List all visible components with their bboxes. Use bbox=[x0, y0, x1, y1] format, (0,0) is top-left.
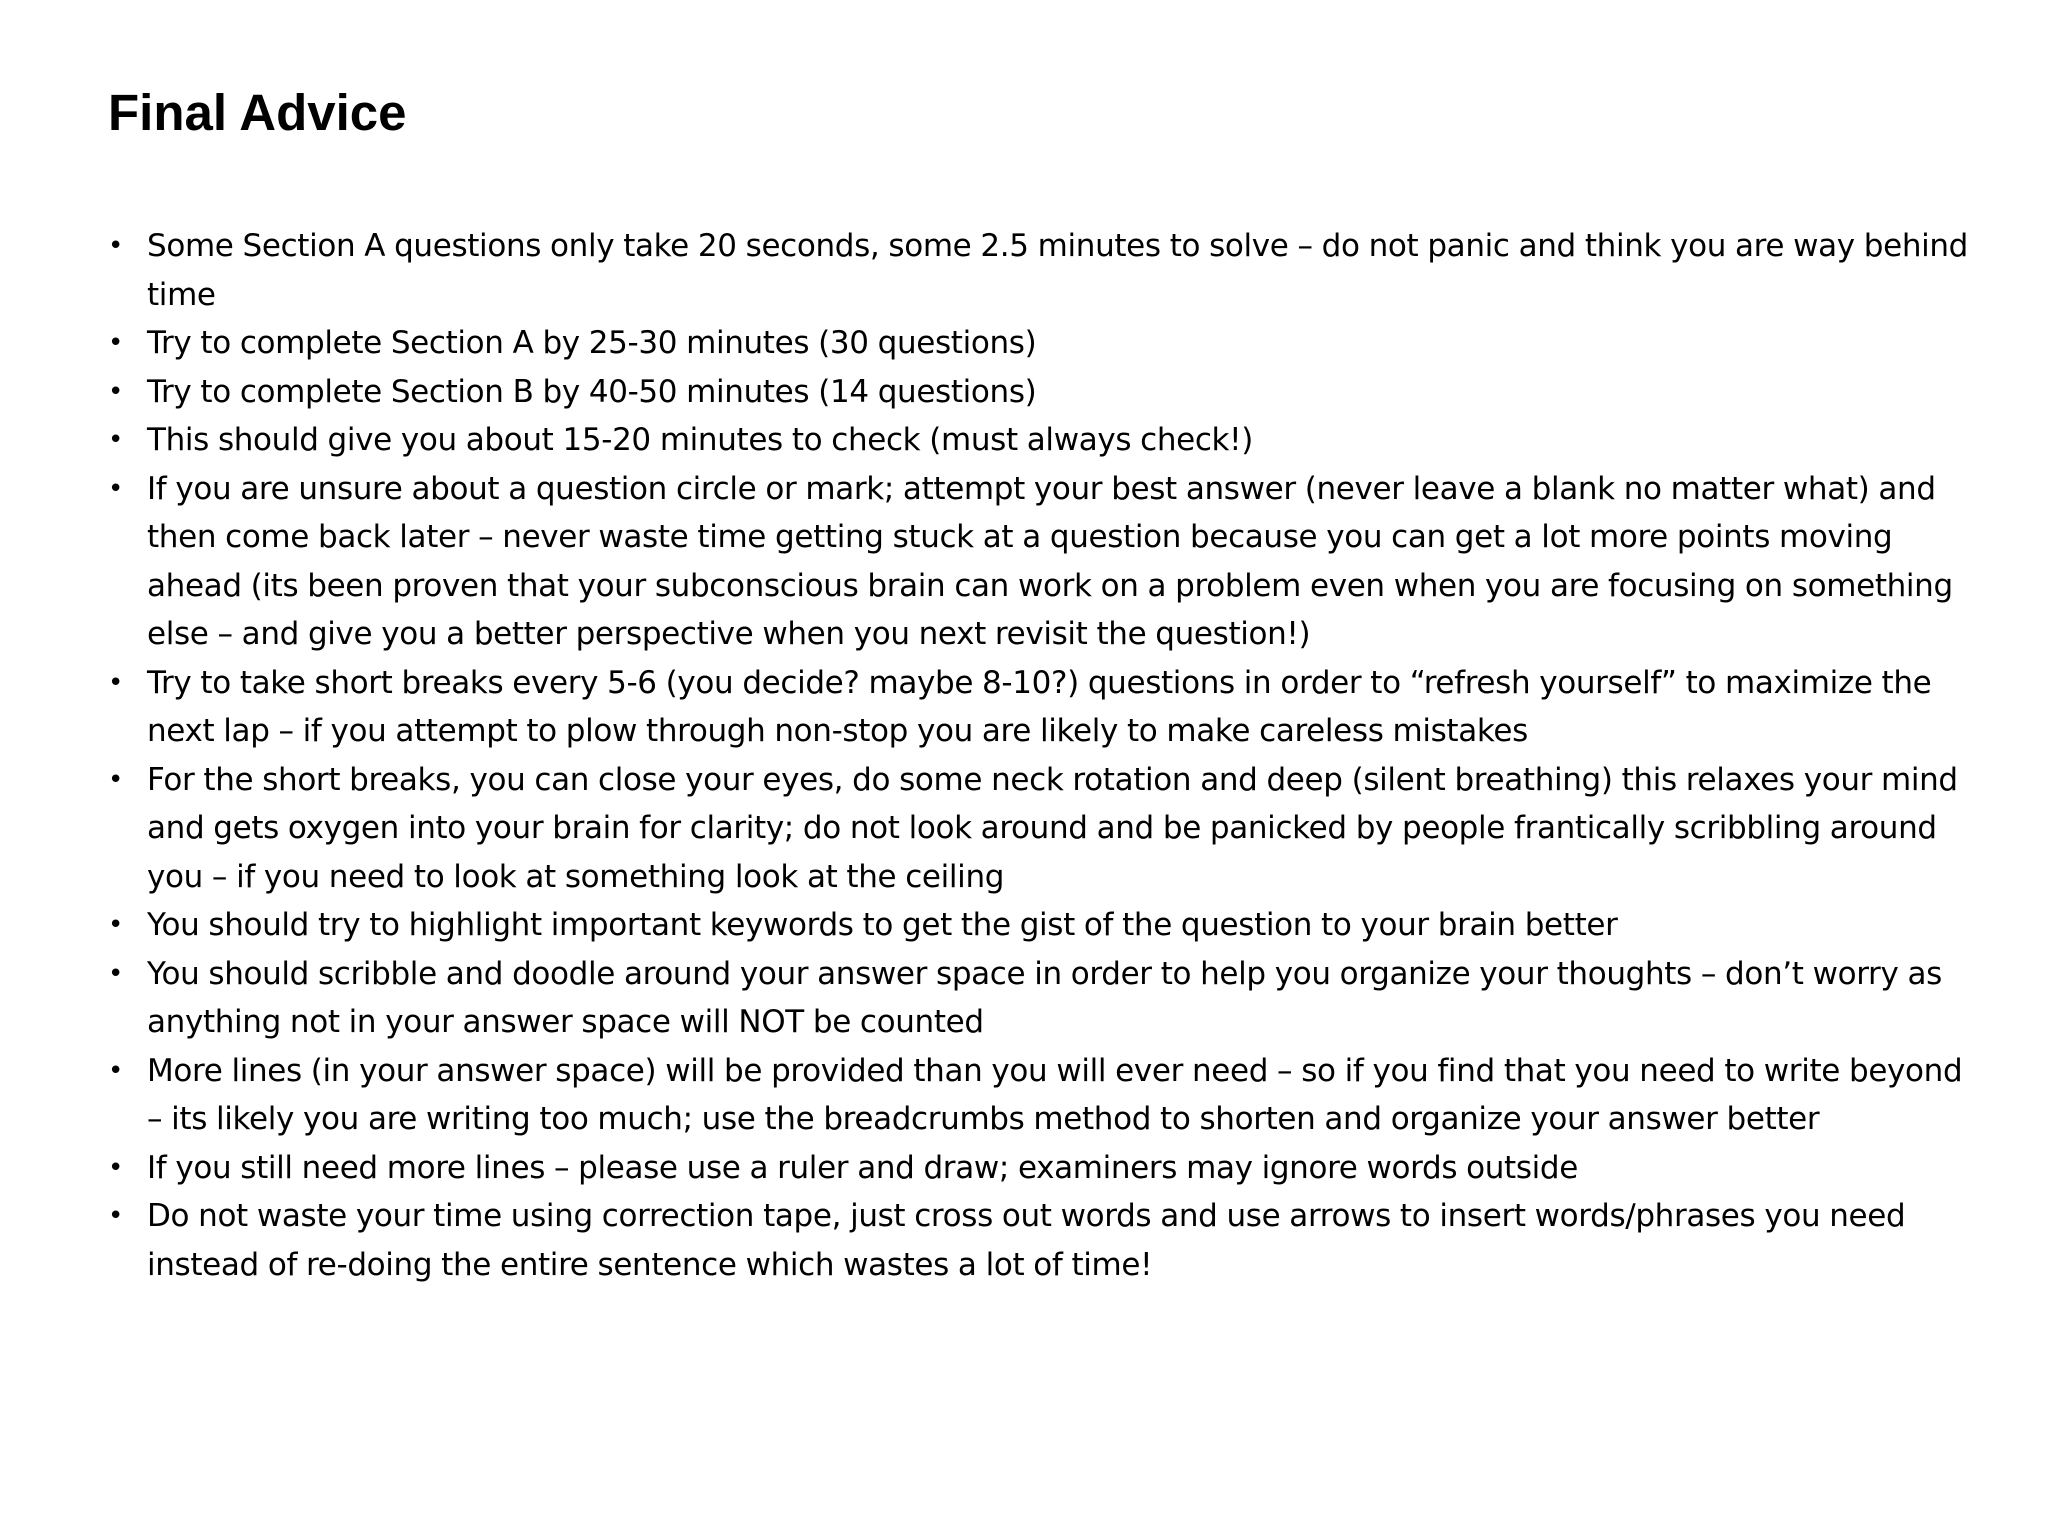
bullet-dot: • bbox=[108, 328, 124, 358]
bullet-item bbox=[108, 1144, 1978, 1193]
bullet-item bbox=[108, 950, 1978, 1047]
bullet-dot: • bbox=[108, 231, 124, 261]
bullet-item bbox=[108, 1047, 1978, 1144]
bullet-dot: • bbox=[108, 425, 124, 455]
bullet-text: Try to complete Section B by 40-50 minutes (14 questions) bbox=[147, 373, 1037, 410]
bullet-dot: • bbox=[108, 1152, 124, 1183]
bullet-text: If you still need more lines – please use a ruler and draw; examiners may ignore words outside bbox=[147, 1149, 1578, 1186]
bullet-text: Some Section A questions only take 20 seconds, some 2.5 minutes to solve – do not panic and think you are way behind time bbox=[147, 228, 1969, 313]
bullet-dot: • bbox=[108, 910, 124, 940]
bullet-item bbox=[108, 416, 1978, 465]
bullet-item bbox=[108, 465, 1978, 659]
bullet-text: Try to complete Section A by 25-30 minutes (30 questions) bbox=[147, 325, 1037, 361]
bullet-item bbox=[108, 1192, 1978, 1289]
bullet-dot: • bbox=[108, 376, 124, 407]
bullet-text: If you are unsure about a question circle or mark; attempt your best answer (never leave a blank no matter what) and then come back later – never waste time getting stuck at a question because you can get a lot more points moving ahead (its been proven that your subconscious brain can work on a problem even when you are focusing on something else – and give you a better perspective when you next revisit the question!) bbox=[147, 470, 1953, 652]
bullet-text: More lines (in your answer space) will be provided than you will ever need – so if you find that you need to write beyond – its likely you are writing too much; use the breadcrumbs method to shorten and organize your answer better bbox=[147, 1052, 1963, 1137]
bullet-text: For the short breaks, you can close your eyes, do some neck rotation and deep (silent breathing) this relaxes your mind and gets oxygen into your brain for clarity; do not look around and be panicked by people frantically scribbling around you – if you need to look at something look at the ceiling bbox=[147, 761, 1958, 895]
bullet-item bbox=[108, 319, 1978, 368]
bullet-text: This should give you about 15-20 minutes to check (must always check!) bbox=[147, 422, 1253, 458]
bullet-dot: • bbox=[108, 1055, 124, 1086]
bullet-dot: • bbox=[108, 667, 124, 698]
bullet-text: Do not waste your time using correction tape, just cross out words and use arrows to insert words/phrases you need instead of re-doing the entire sentence which wastes a lot of time! bbox=[147, 1198, 1906, 1283]
bullet-item bbox=[108, 222, 1978, 319]
bullet-text: Try to take short breaks every 5-6 (you decide? maybe 8-10?) questions in order to “refresh yourself” to maximize the next lap – if you attempt to plow through non-stop you are likely to make careless mistakes bbox=[147, 664, 1932, 749]
bullet-dot: • bbox=[108, 1201, 124, 1231]
bullet-text: You should try to highlight important keywords to get the gist of the question to your brain better bbox=[147, 907, 1618, 943]
bullet-item bbox=[108, 901, 1978, 950]
slide-title: Final Advice bbox=[108, 84, 407, 141]
bullet-item bbox=[108, 368, 1978, 417]
bullet-dot: • bbox=[108, 958, 124, 989]
bullet-item bbox=[108, 659, 1978, 756]
bullet-dot: • bbox=[108, 764, 124, 795]
bullet-text: You should scribble and doodle around your answer space in order to help you organize your thoughts – don’t worry as anything not in your answer space will NOT be counted bbox=[147, 955, 1942, 1040]
bullet-item bbox=[108, 756, 1978, 902]
bullet-list bbox=[108, 222, 1978, 1289]
bullet-dot: • bbox=[108, 473, 124, 504]
